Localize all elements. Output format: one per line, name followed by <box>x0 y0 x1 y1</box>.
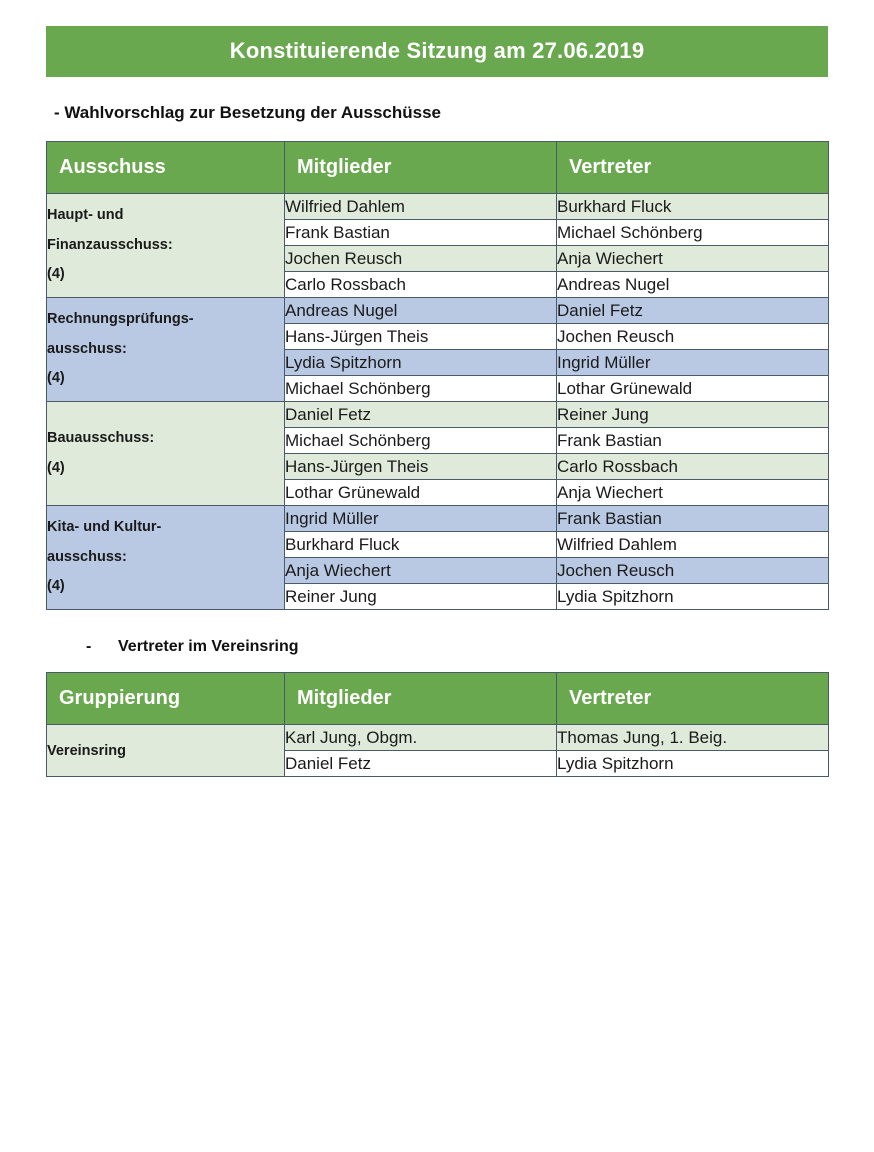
group-label-cell <box>47 402 285 506</box>
vereinsring-table <box>46 672 829 777</box>
member-cell: Hans-Jürgen Theis <box>285 454 557 480</box>
committees-table-body <box>47 194 829 610</box>
member-cell: Ingrid Müller <box>285 506 557 532</box>
column-header-mitglieder: Mitglieder <box>285 142 557 194</box>
group-label-line: ausschuss: <box>47 340 127 357</box>
table-row <box>47 298 829 324</box>
deputy-cell: Wilfried Dahlem <box>557 532 829 558</box>
member-cell: Jochen Reusch <box>285 246 557 272</box>
section1-heading: - Wahlvorschlag zur Besetzung der Ausschüsse <box>54 103 441 122</box>
deputy-cell: Thomas Jung, 1. Beig. <box>557 725 829 751</box>
column-header-gruppierung: Gruppierung <box>47 673 285 725</box>
table-row <box>47 194 829 220</box>
group-label-line: (4) <box>47 266 65 283</box>
table-row <box>47 506 829 532</box>
deputy-cell: Anja Wiechert <box>557 480 829 506</box>
column-header-vertreter: Vertreter <box>557 142 829 194</box>
deputy-cell: Lothar Grünewald <box>557 376 829 402</box>
member-cell: Anja Wiechert <box>285 558 557 584</box>
vereinsring-table-body <box>47 725 829 777</box>
member-cell: Hans-Jürgen Theis <box>285 324 557 350</box>
member-cell: Frank Bastian <box>285 220 557 246</box>
member-cell: Burkhard Fluck <box>285 532 557 558</box>
deputy-cell: Jochen Reusch <box>557 324 829 350</box>
member-cell: Daniel Fetz <box>285 402 557 428</box>
deputy-cell: Andreas Nugel <box>557 272 829 298</box>
group-label-line: Finanzausschuss: <box>47 236 173 253</box>
group-label-line: (4) <box>47 459 65 476</box>
deputy-cell: Burkhard Fluck <box>557 194 829 220</box>
deputy-cell: Anja Wiechert <box>557 246 829 272</box>
group-label-cell: Vereinsring <box>47 725 285 777</box>
member-cell: Michael Schönberg <box>285 376 557 402</box>
group-label-line: (4) <box>47 370 65 387</box>
group-label-line: (4) <box>47 578 65 595</box>
table-header-row <box>47 142 829 194</box>
group-label-cell <box>47 506 285 610</box>
group-label-line: Rechnungsprüfungs- <box>47 310 194 327</box>
member-cell: Andreas Nugel <box>285 298 557 324</box>
deputy-cell: Reiner Jung <box>557 402 829 428</box>
group-label-line: Haupt- und <box>47 206 124 223</box>
column-header-mitglieder: Mitglieder <box>285 673 557 725</box>
group-label-line: Bauausschuss: <box>47 429 155 446</box>
group-label-line: Kita- und Kultur- <box>47 518 162 535</box>
member-cell: Karl Jung, Obgm. <box>285 725 557 751</box>
committees-table <box>46 141 829 610</box>
page-title: Konstituierende Sitzung am 27.06.2019 <box>46 26 828 77</box>
deputy-cell: Lydia Spitzhorn <box>557 584 829 610</box>
member-cell: Lydia Spitzhorn <box>285 350 557 376</box>
group-label-cell <box>47 298 285 402</box>
member-cell: Daniel Fetz <box>285 751 557 777</box>
table-row <box>47 725 829 751</box>
member-cell: Lothar Grünewald <box>285 480 557 506</box>
table-row <box>47 402 829 428</box>
table-header-row <box>47 673 829 725</box>
deputy-cell: Daniel Fetz <box>557 298 829 324</box>
deputy-cell: Carlo Rossbach <box>557 454 829 480</box>
column-header-vertreter: Vertreter <box>557 673 829 725</box>
group-label-cell <box>47 194 285 298</box>
group-label-line: ausschuss: <box>47 548 127 565</box>
deputy-cell: Frank Bastian <box>557 428 829 454</box>
member-cell: Wilfried Dahlem <box>285 194 557 220</box>
section2-heading-dash: - <box>86 638 92 655</box>
deputy-cell: Ingrid Müller <box>557 350 829 376</box>
member-cell: Reiner Jung <box>285 584 557 610</box>
section2-heading <box>86 638 828 656</box>
column-header-ausschuss: Ausschuss <box>47 142 285 194</box>
member-cell: Carlo Rossbach <box>285 272 557 298</box>
deputy-cell: Lydia Spitzhorn <box>557 751 829 777</box>
section2-heading-text: Vertreter im Vereinsring <box>118 638 299 655</box>
deputy-cell: Frank Bastian <box>557 506 829 532</box>
deputy-cell: Michael Schönberg <box>557 220 829 246</box>
member-cell: Michael Schönberg <box>285 428 557 454</box>
deputy-cell: Jochen Reusch <box>557 558 829 584</box>
